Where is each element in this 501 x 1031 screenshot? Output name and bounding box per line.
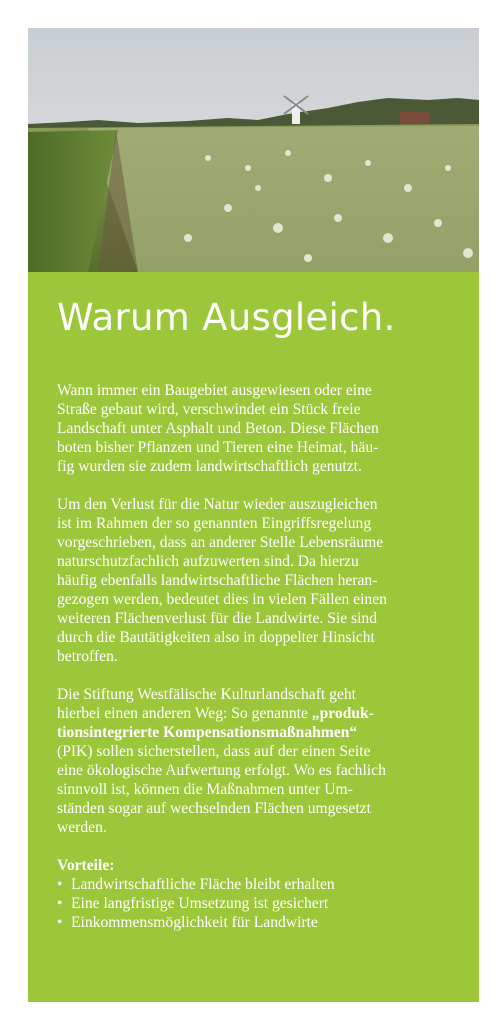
- text-line: eine ökologische Aufwertung erfolgt. Wo es fachlich: [57, 762, 386, 779]
- paragraph-foundation: [57, 685, 453, 837]
- text-line: naturschutzfachlich aufzuwerten sind. Da hierzu: [57, 553, 359, 570]
- info-panel: [28, 272, 479, 1002]
- advantages-heading: Vorteile:: [57, 857, 115, 874]
- list-item: [57, 913, 453, 932]
- bullet-icon: •: [57, 914, 63, 931]
- bullet-icon: •: [57, 895, 63, 912]
- text-line: weiteren Flächenverlust für die Landwirte. Sie sind: [57, 610, 378, 627]
- paragraph-intro: [57, 381, 453, 476]
- text-line: hierbei einen anderen Weg: So genannte: [57, 705, 312, 722]
- text-line: sinnvoll ist, können die Maßnahmen unter Um-: [57, 781, 353, 798]
- text-line: boten bisher Pflanzen und Tieren eine Heimat, häu-: [57, 439, 379, 456]
- text-line: gezogen werden, bedeutet dies in vielen Fällen einen: [57, 591, 387, 608]
- list-item-label: Landwirtschaftliche Fläche bleibt erhalten: [71, 876, 335, 893]
- advantages-list: [57, 875, 453, 932]
- text-line: vorgeschrieben, dass an anderer Stelle Lebensräume: [57, 534, 384, 551]
- page-title: Warum Ausgleich.: [57, 296, 396, 339]
- text-line: ständen sogar auf wechselnden Flächen umgesetzt: [57, 800, 371, 817]
- list-item-label: Eine langfristige Umsetzung ist gesichert: [71, 895, 329, 912]
- text-line: ist im Rahmen der so genannten Eingriffsregelung: [57, 515, 372, 532]
- text-line: fig wurden sie zudem landwirtschaftlich genutzt.: [57, 458, 362, 475]
- pik-term-bold: „produk-: [311, 705, 374, 722]
- field-landscape-image: [28, 28, 479, 272]
- list-item: [57, 875, 453, 894]
- text-line: Wann immer ein Baugebiet ausgewiesen oder eine: [57, 382, 372, 399]
- paragraph-loss: [57, 495, 453, 666]
- text-line: Die Stiftung Westfälische Kulturlandschaft geht: [57, 686, 356, 703]
- advantages-section: [57, 856, 453, 932]
- bullet-icon: •: [57, 876, 63, 893]
- text-line: häufig ebenfalls landwirtschaftliche Flächen heran-: [57, 572, 378, 589]
- text-line: Landschaft unter Asphalt und Beton. Diese Flächen: [57, 420, 379, 437]
- pik-term-bold: tionsintegrierte Kompensationsmaßnahmen“: [57, 724, 358, 741]
- header-photo: [28, 28, 479, 272]
- text-line: Straße gebaut wird, verschwindet ein Stück freie: [57, 401, 361, 418]
- list-item-label: Einkommensmöglichkeit für Landwirte: [71, 914, 318, 931]
- body-text: [57, 381, 453, 932]
- text-line: durch die Bautätigkeiten also in doppelter Hinsicht: [57, 629, 375, 646]
- text-line: (PIK) sollen sicherstellen, dass auf der einen Seite: [57, 743, 371, 760]
- text-line: werden.: [57, 819, 107, 836]
- text-line: Um den Verlust für die Natur wieder auszugleichen: [57, 496, 378, 513]
- list-item: [57, 894, 453, 913]
- text-line: betroffen.: [57, 648, 118, 665]
